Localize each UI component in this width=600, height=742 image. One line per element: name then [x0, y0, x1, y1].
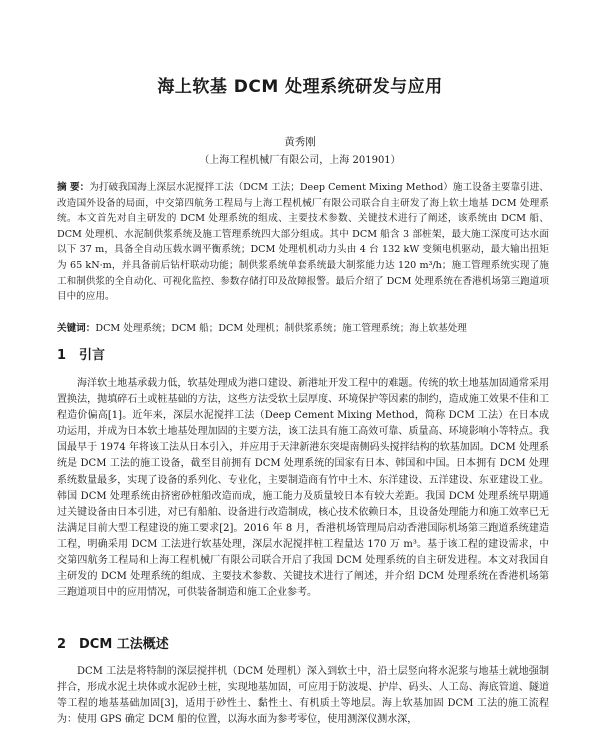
paper-title: 海上软基 DCM 处理系统研发与应用 [157, 77, 443, 97]
section-body-intro: 海洋软土地基承载力低，软基处理成为港口建设、新港址开发工程中的难题。传统的软土地基加固通常采用置换法，抛填碎石土或桩基础的方法，这些方法受软土层厚度、环境保护等因素的制约，造成施工效果不佳和工程造价偏高[1]。近年来，深层水泥搅拌工法（Deep Cement Mixing Method，简称 DCM 工法）在日本成功运用，并成为日本软土地基处理加固的主要方法，该工法具有施工高效可靠、质量高、环境影响小等特点。我国最早于 1974 年将该工法从日本引入，并应用于天津新港东突堤南侧码头搅拌结构的软基加固。DCM 处理系统是 DCM 工法的施工设备，截至目前拥有 DCM 处理系统的国家有日本、韩国和中国。日本拥有 DCM 处理系统数量最多，实现了设备的系列化、专业化，主要制造商有竹中土木、东洋建设、五洋建设、东亚建设工业。韩国 DCM 处理系统由挤密砂桩船改造而成，施工能力及质量较日本有较大差距。我国 DCM 处理系统早期通过关键设备由日本引进，对已有船舶、设备进行改造制成，核心技术依赖日本，且设备处理能力和施工效率已无法满足目前大型工程建设的施工要求[2]。2016 年 8 月，香港机场管理局启动香港国际机场第三跑道系统建造工程，明确采用 DCM 工法进行软基处理，深层水泥搅拌桩工程量达 170 万 m³。基于该工程的建设需求，中交第四航务工程局和上海工程机械厂有限公司联合开启了我国 DCM 处理系统的自主研发进程。本文对我国自主研发的 DCM 处理系统的组成、主要技术参数、关键技术进行了阐述，并介绍 DCM 处理系统在香港机场第三跑道项目中的应用情况，可供装备制造和施工企业参考。 [57, 378, 549, 599]
section-body-dcm-overview: DCM 工法是将特制的深层搅拌机（DCM 处理机）深入到软土中，沿土层竖向将水泥浆与地基土就地强制拌合，形成水泥土块体或水泥砂土桩，实现地基加固，可应用于防波堤、护岸、码头、人工岛、海底管道、隧道等工程的地基基础加固[3]，适用于砂性土、黏性土、有机质土等地层。海上软基加固 DCM 工法的施工流程为：使用 GPS 确定 DCM 船的位置，以海水面为参考零位，使用测深仪测水深， [57, 666, 549, 726]
section-title: DCM 工法概述 [79, 637, 169, 652]
author-affiliation: （上海工程机械厂有限公司，上海 201901） [199, 155, 401, 166]
abstract-label: 摘 要： [57, 182, 90, 193]
abstract-text: 为打破我国海上深层水泥搅拌工法（DCM 工法；Deep Cement Mixing Method）施工设备主要靠引进、改造国外设备的局面，中交第四航务工程局与上海工程机械厂有限公司联合自主研发了海上软土地基 DCM 处理系统。本文首先对自主研发的 DCM 处理系统的组成、主要技术参数、关键技术进行了阐述，该系统由 DCM 船、DCM 处理机、水泥制供浆系统及施工管理系统四大部分组成。其中 DCM 船含 3 部桩架，最大施工深度可达水面以下 37 m，具备全自动压载水调平衡系统；DCM 处理机机动力头由 4 台 132 kW 变频电机驱动，最大输出扭矩为 65 kN·m，并具备前后钻杆联动功能；制供浆系统单套系统最大制浆能力达 120 m³/h；施工管理系统实现了施工和制供浆的全自动化、可视化监控、参数存储打印及故障报警。最后介绍了 DCM 处理系统在香港机场第三跑道项目中的应用。 [57, 182, 549, 303]
keywords-label: 关键词： [57, 323, 96, 334]
section-title: 引言 [79, 348, 106, 363]
keywords-text: DCM 处理系统；DCM 船；DCM 处理机；制供浆系统；施工管理系统；海上软基处理 [95, 323, 467, 334]
section-heading-dcm-overview [57, 633, 169, 652]
section-heading-intro [57, 344, 105, 363]
section-number: 2 [57, 637, 67, 652]
author-name: 黄秀刚 [284, 136, 316, 148]
keywords [57, 321, 549, 336]
abstract [57, 180, 549, 305]
section-number: 1 [57, 348, 67, 363]
